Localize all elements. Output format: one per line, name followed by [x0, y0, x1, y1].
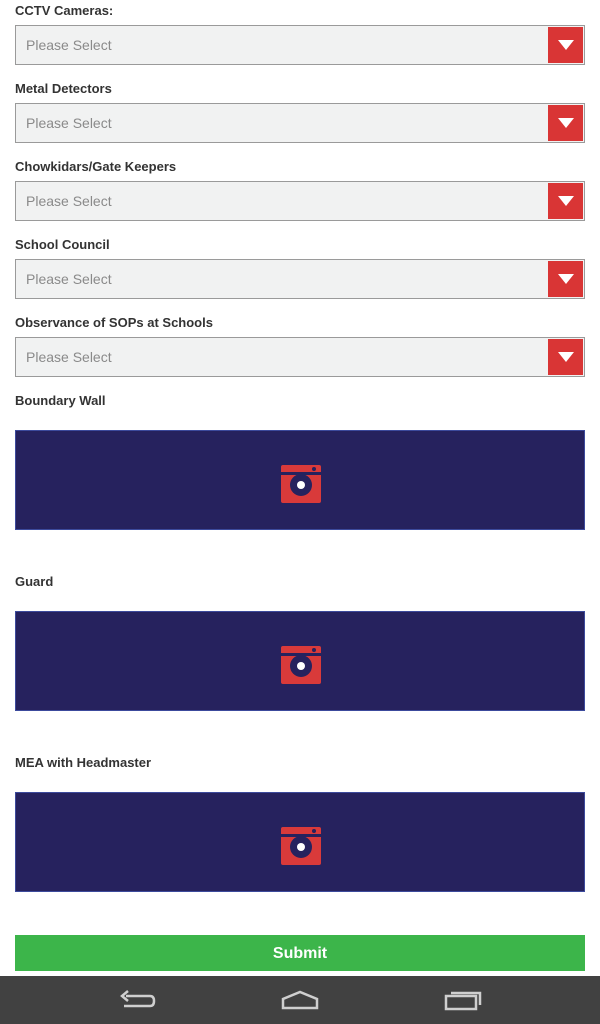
mea-headmaster-photo-button[interactable] [15, 792, 585, 892]
select-placeholder: Please Select [26, 349, 112, 365]
school-council-label: School Council [15, 237, 110, 252]
dropdown-arrow-icon[interactable] [548, 27, 583, 63]
boundary-wall-label: Boundary Wall [15, 393, 106, 408]
select-placeholder: Please Select [26, 37, 112, 53]
select-placeholder: Please Select [26, 115, 112, 131]
system-nav-bar [0, 976, 600, 1024]
home-icon[interactable] [276, 986, 324, 1014]
camera-icon [281, 646, 321, 684]
dropdown-arrow-icon[interactable] [548, 261, 583, 297]
metal-detectors-select[interactable] [15, 103, 585, 143]
recent-apps-icon[interactable] [439, 986, 487, 1014]
back-icon[interactable] [114, 986, 162, 1014]
dropdown-arrow-icon[interactable] [548, 105, 583, 141]
cctv-cameras-label: CCTV Cameras: [15, 3, 114, 18]
boundary-wall-photo-button[interactable] [15, 430, 585, 530]
mea-headmaster-label: MEA with Headmaster [15, 755, 152, 770]
cctv-cameras-select[interactable] [15, 25, 585, 65]
chowkidars-select[interactable] [15, 181, 585, 221]
dropdown-arrow-icon[interactable] [548, 339, 583, 375]
camera-icon [281, 465, 321, 503]
sops-select[interactable] [15, 337, 585, 377]
sops-label: Observance of SOPs at Schools [15, 315, 213, 330]
school-council-select[interactable] [15, 259, 585, 299]
camera-icon [281, 827, 321, 865]
select-placeholder: Please Select [26, 271, 112, 287]
dropdown-arrow-icon[interactable] [548, 183, 583, 219]
chowkidars-label: Chowkidars/Gate Keepers [15, 159, 177, 174]
select-placeholder: Please Select [26, 193, 112, 209]
guard-photo-button[interactable] [15, 611, 585, 711]
metal-detectors-label: Metal Detectors [15, 81, 112, 96]
submit-button[interactable]: Submit [15, 935, 585, 971]
guard-label: Guard [15, 574, 54, 589]
